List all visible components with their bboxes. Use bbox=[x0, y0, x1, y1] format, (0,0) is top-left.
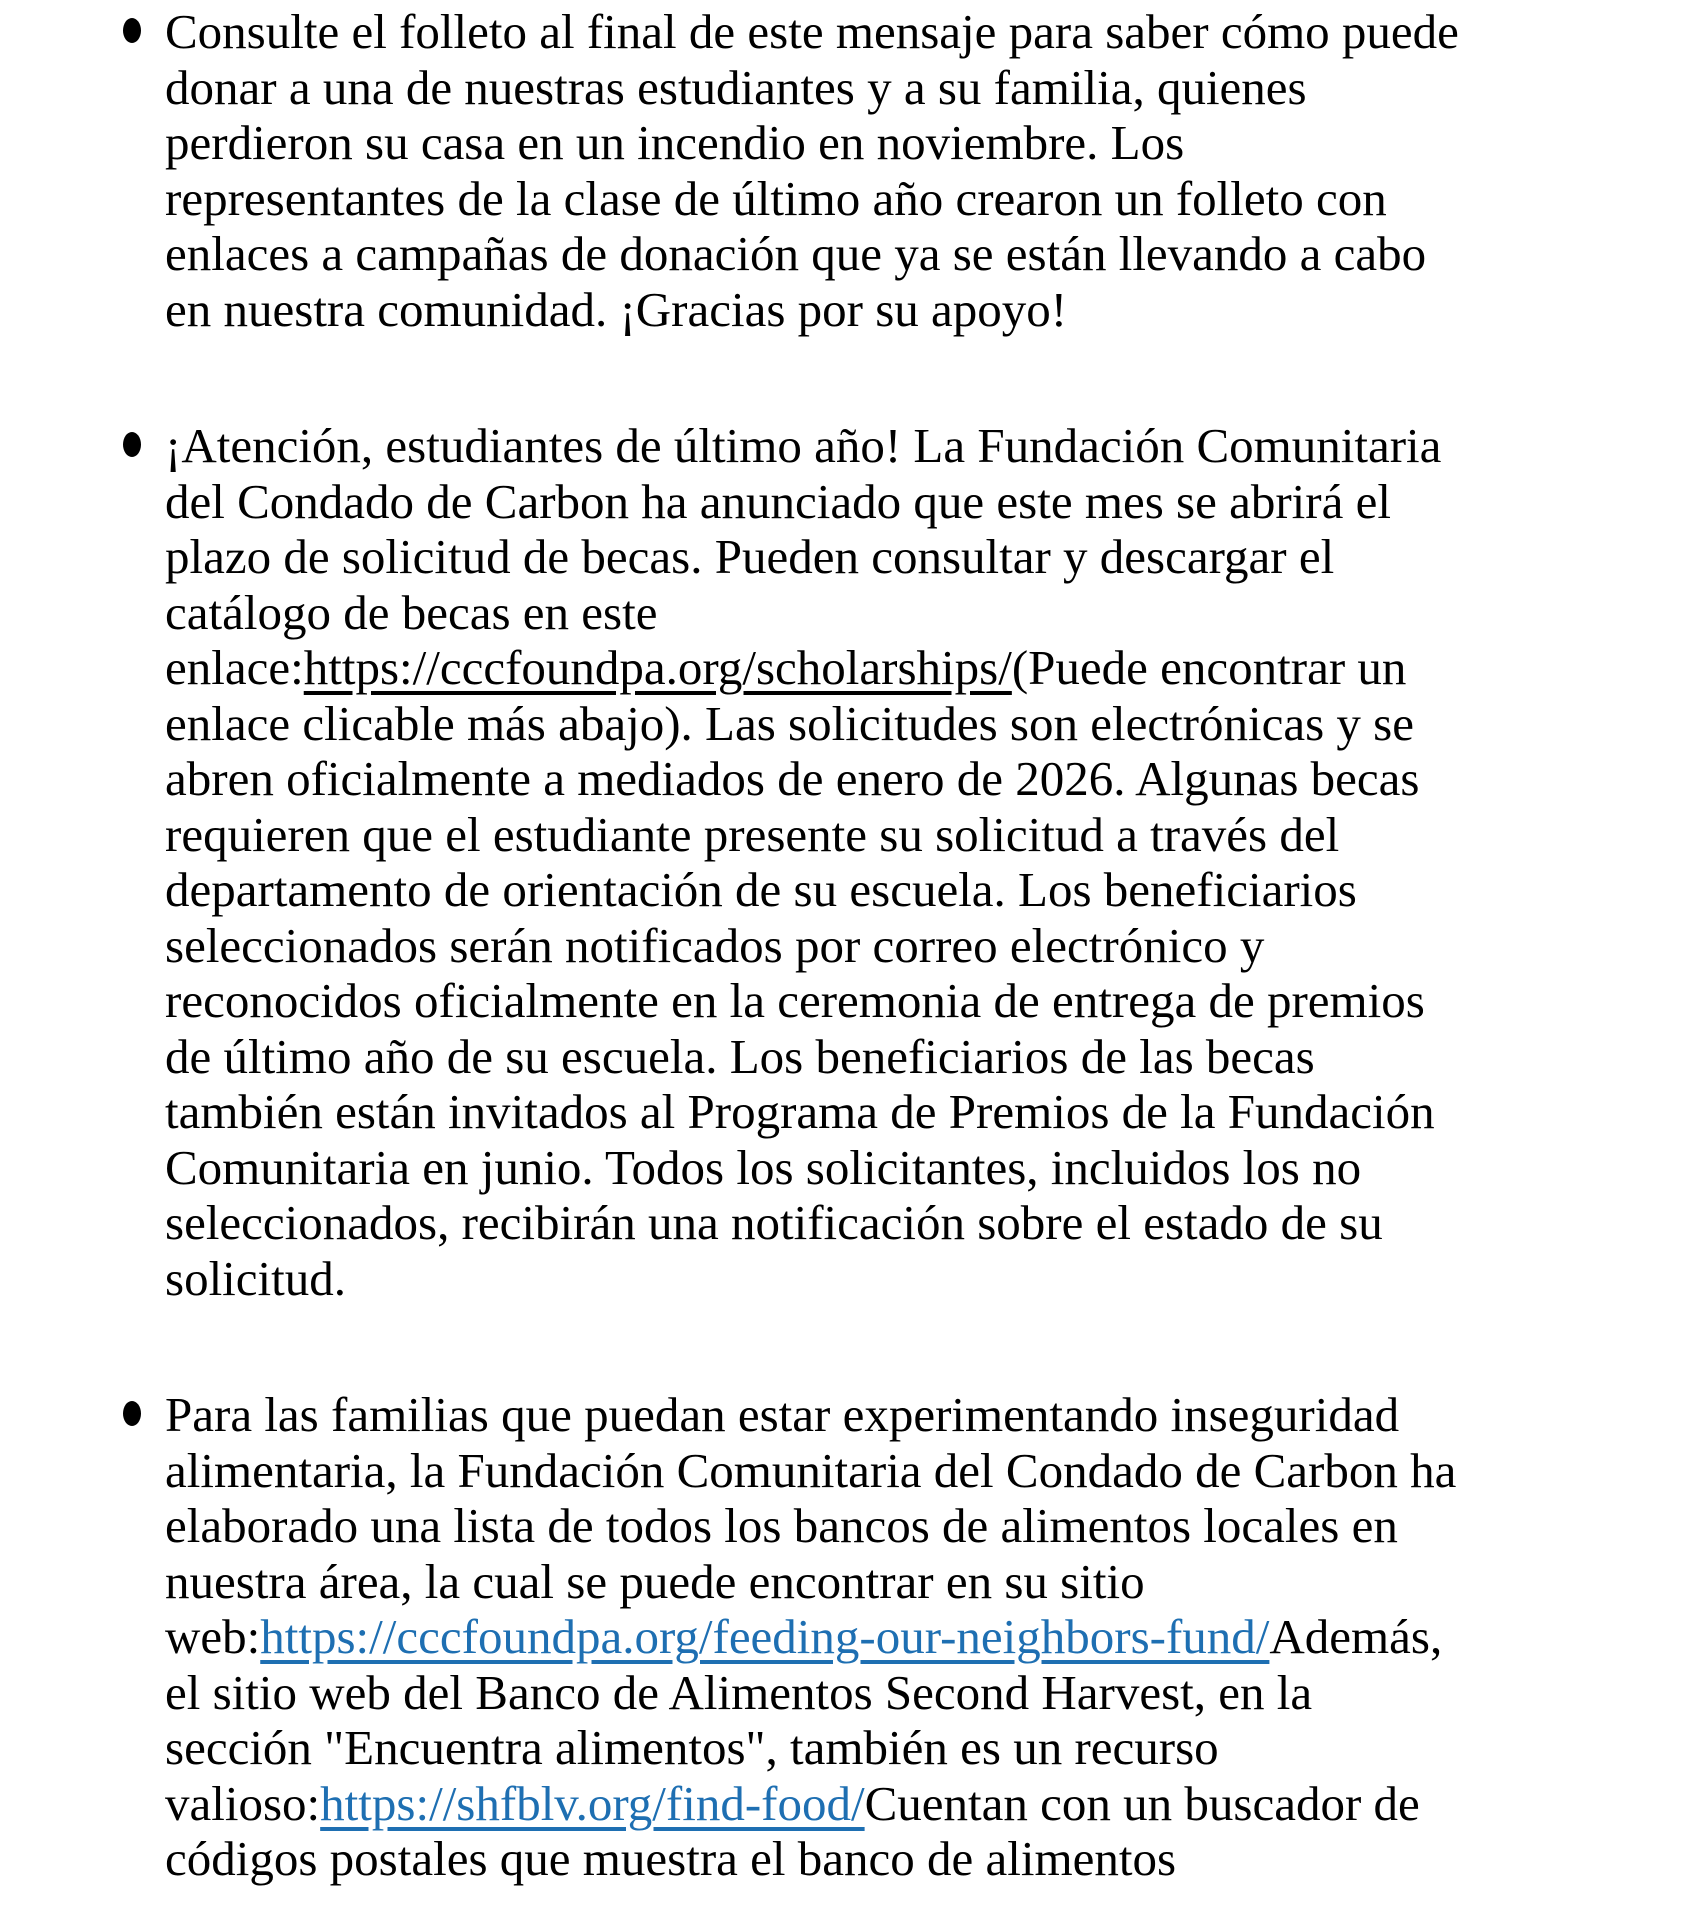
paragraph-text: Para las familias que puedan estar experimentando inseguridad alimentaria, la Fundación Comunitaria del Condado de Carbon ha elaborado una lista de todos los bancos de alimentos locales en nuestra área, la cual se puede encontrar en su sitio web: bbox=[165, 1387, 1457, 1664]
find-food-link[interactable]: https://shfblv.org/find-food/ bbox=[320, 1775, 865, 1831]
feeding-our-neighbors-link[interactable]: https://cccfoundpa.org/feeding-our-neighbors-fund/ bbox=[260, 1609, 1270, 1664]
list-item-scholarships bbox=[165, 418, 1469, 1306]
list-item-food-banks bbox=[165, 1387, 1469, 1887]
paragraph-text: Además, el sitio web del Banco de Alimentos Second Harvest, en la sección "Encuentra alimentos", también es un recurso valioso: bbox=[165, 1609, 1443, 1831]
paragraph-text: (Puede encontrar un enlace clicable más abajo). Las solicitudes son electrónicas y se abren oficialmente a mediados de enero de 2026. Algunas becas requieren que el estudiante presente su solicitud a través del departamento de orientación de su escuela. Los beneficiarios seleccionados serán notificados por correo electrónico y reconocidos oficialmente en la ceremonia de entrega de premios de último año de su escuela. Los beneficiarios de las becas también están invitados al Programa de Premios de la Fundación Comunitaria en junio. Todos los solicitantes, incluidos los no seleccionados, recibirán una notificación sobre el estado de su solicitud. bbox=[165, 640, 1435, 1306]
list-item-donation-flyer bbox=[165, 4, 1469, 337]
bullet-icon bbox=[123, 18, 141, 43]
scholarships-link[interactable]: https://cccfoundpa.org/scholarships/ bbox=[303, 640, 1012, 695]
paragraph-text: ¡Atención, estudiantes de último año! La Fundación Comunitaria del Condado de Carbon ha anunciado que este mes se abrirá el plazo de solicitud de becas. Pueden consultar y descargar el catálogo de becas en este enlace: bbox=[165, 418, 1442, 695]
paragraph-text: Cuentan con un buscador de códigos postales que muestra el banco de alimentos bbox=[165, 1775, 1420, 1886]
bullet-icon bbox=[123, 1401, 141, 1426]
bullet-icon bbox=[123, 432, 141, 457]
paragraph-text: Consulte el folleto al final de este mensaje para saber cómo puede donar a una de nuestras estudiantes y a su familia, quienes perdieron su casa en un incendio en noviembre. Los representantes de la clase de último año crearon un folleto con enlaces a campañas de donación que ya se están llevando a cabo en nuestra comunidad. ¡Gracias por su apoyo! bbox=[165, 4, 1459, 337]
